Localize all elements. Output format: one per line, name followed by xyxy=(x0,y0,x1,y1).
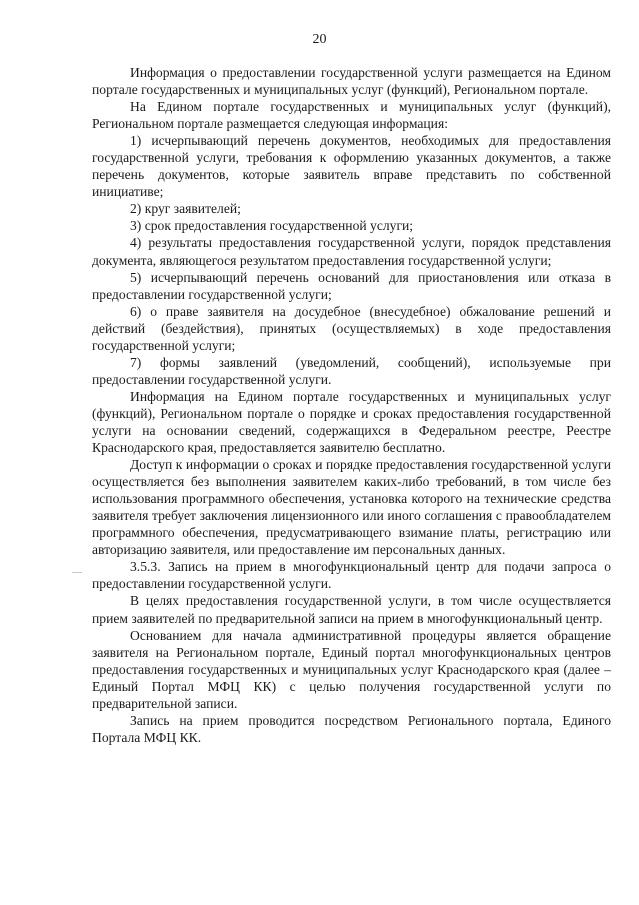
list-item: 2) круг заявителей; xyxy=(130,201,241,217)
paragraph: На Едином портале государственных и муниципальных услуг (функций), Региональном портале размещается следующая информация: xyxy=(92,99,611,132)
list-item: 6) о праве заявителя на досудебное (внесудебное) обжалование решений и действий (бездействия), принятых (осуществляемых) в ходе предоставления государственной услуги; xyxy=(92,303,611,353)
list-item: 3) срок предоставления государственной услуги; xyxy=(130,218,414,234)
list-item: 5) исчерпывающий перечень оснований для приостановления или отказа в предоставлении государственной услуги; xyxy=(92,269,611,302)
list-item: 7) формы заявлений (уведомлений, сообщений), используемые при предоставлении государственной услуги. xyxy=(92,354,611,387)
paragraph: Доступ к информации о сроках и порядке предоставления государственной услуги осуществляется без выполнения заявителем каких-либо требований, в том числе без использования программного обеспечения, установка которого на технические средства заявителя требует заключения лицензионного или иного соглашения с правообладателем программного обеспечения, предусматривающего взимание платы, регистрацию или авторизацию заявителя, или предоставление им персональных данных. xyxy=(92,457,611,558)
paragraph: Информация о предоставлении государственной услуги размещается на Едином портале государственных и муниципальных услуг (функций), Региональном портале. xyxy=(92,65,611,98)
paragraph: Информация на Едином портале государственных и муниципальных услуг (функций), Региональном портале о порядке и сроках предоставления государственной услуги на основании сведений, содержащихся в Федеральном реестре, Реестре Краснодарского края, предоставляется заявителю бесплатно. xyxy=(92,388,611,456)
page-number: 20 xyxy=(312,32,327,47)
paragraph: В целях предоставления государственной услуги, в том числе осуществляется прием заявителей по предварительной записи на прием в многофункциональный центр. xyxy=(92,593,611,626)
list-item: 1) исчерпывающий перечень документов, необходимых для предоставления государственной услуги, требования к оформлению указанных документов, а также перечень документов, которые заявитель вправе представить по собственной инициативе; xyxy=(92,133,611,200)
paragraph: Основанием для начала административной процедуры является обращение заявителя на Региональном портале, Единый портал многофункциональных центров предоставления государственных и муниципальных услуг Краснодарского края (далее – Единый Портал МФЦ КК) с целью получения государственной услуги по предварительной записи. xyxy=(92,627,611,711)
body-text xyxy=(92,64,611,746)
section-heading: 3.5.3. Запись на прием в многофункциональный центр для подачи запроса о предоставлении государственной услуги. xyxy=(92,559,611,592)
margin-mark xyxy=(72,572,82,573)
list-item: 4) результаты предоставления государственной услуги, порядок представления документа, являющегося результатом предоставления государственной услуги; xyxy=(92,235,611,268)
paragraph: Запись на прием проводится посредством Регионального портала, Единого Портала МФЦ КК. xyxy=(92,712,611,745)
